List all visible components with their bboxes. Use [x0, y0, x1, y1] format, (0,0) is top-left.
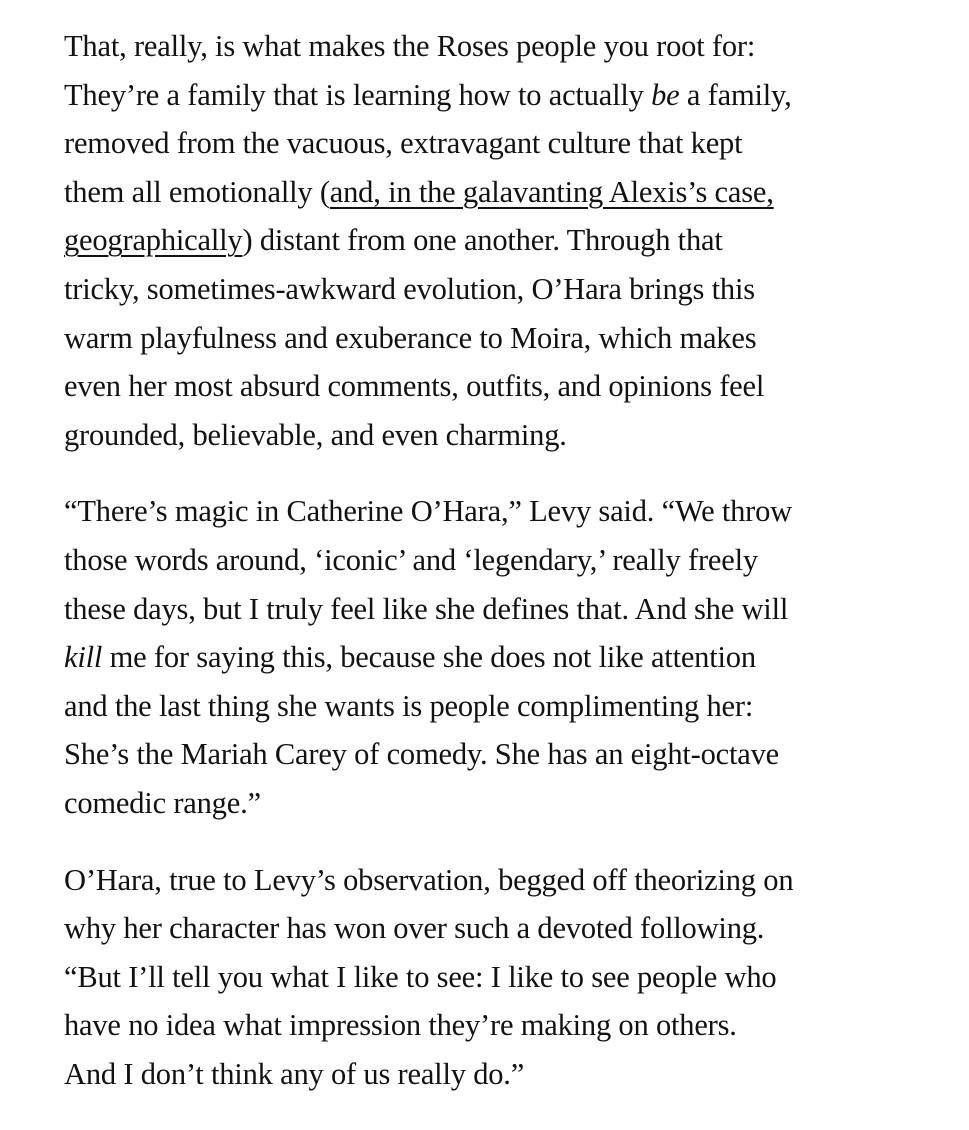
text-line — [64, 730, 944, 779]
text-line — [64, 585, 944, 634]
text-segment: those words around, ‘iconic’ and ‘legendary,’ really freely — [64, 542, 758, 577]
text-segment: She’s the Mariah Carey of comedy. She has an eight-octave — [64, 737, 780, 772]
text-line — [64, 314, 944, 363]
text-line — [64, 536, 944, 585]
text-segment: And I don’t think any of us really do.” — [64, 1056, 525, 1091]
paragraph-levy-quote — [64, 487, 944, 827]
text-line — [64, 633, 944, 682]
text-segment: That, really, is what makes the Roses people you root for: — [64, 29, 756, 63]
article-body — [64, 22, 944, 1126]
text-line — [64, 22, 944, 71]
text-segment: comedic range.” — [64, 785, 261, 820]
text-segment: a family, — [679, 77, 792, 112]
text-line — [64, 411, 944, 460]
text-segment: tricky, sometimes-awkward evolution, O’Hara brings this — [64, 271, 755, 306]
emphasis-be: be — [651, 77, 680, 112]
text-line — [64, 487, 944, 536]
text-line — [64, 362, 944, 411]
text-line — [64, 168, 944, 217]
text-segment: “There’s magic in Catherine O’Hara,” Levy said. “We throw — [64, 494, 793, 529]
text-segment: They’re a family that is learning how to actually — [64, 77, 652, 112]
text-segment: why her character has won over such a devoted following. — [64, 911, 765, 946]
text-segment: me for saying this, because she does not like attention — [102, 640, 756, 675]
text-line — [64, 856, 944, 905]
text-segment: O’Hara, true to Levy’s observation, begged off theorizing on — [64, 862, 794, 897]
text-line — [64, 265, 944, 314]
alexis-case-link-continued[interactable]: geographically — [64, 223, 243, 258]
text-line — [64, 682, 944, 731]
text-segment: warm playfulness and exuberance to Moira, which makes — [64, 320, 757, 355]
text-line — [64, 216, 944, 265]
text-line — [64, 71, 944, 120]
emphasis-kill: kill — [64, 640, 103, 675]
text-segment: grounded, believable, and even charming. — [64, 417, 567, 452]
text-line — [64, 1001, 944, 1050]
text-segment: these days, but I truly feel like she defines that. And she will — [64, 591, 789, 626]
text-line — [64, 1050, 944, 1099]
text-line — [64, 119, 944, 168]
text-segment: “But I’ll tell you what I like to see: I like to see people who — [64, 959, 777, 994]
paragraph-roses — [64, 22, 944, 459]
paragraph-ohara-quote — [64, 856, 944, 1099]
text-line — [64, 953, 944, 1002]
text-segment: ) distant from one another. Through that — [242, 223, 723, 258]
alexis-case-link[interactable]: and, in the galavanting Alexis’s case, — [329, 174, 774, 209]
text-segment: have no idea what impression they’re making on others. — [64, 1008, 737, 1043]
text-line — [64, 904, 944, 953]
text-segment: and the last thing she wants is people complimenting her: — [64, 688, 754, 723]
text-segment: them all emotionally ( — [64, 174, 330, 209]
text-line — [64, 779, 944, 828]
text-segment: removed from the vacuous, extravagant culture that kept — [64, 126, 743, 161]
text-segment: even her most absurd comments, outfits, and opinions feel — [64, 369, 765, 404]
